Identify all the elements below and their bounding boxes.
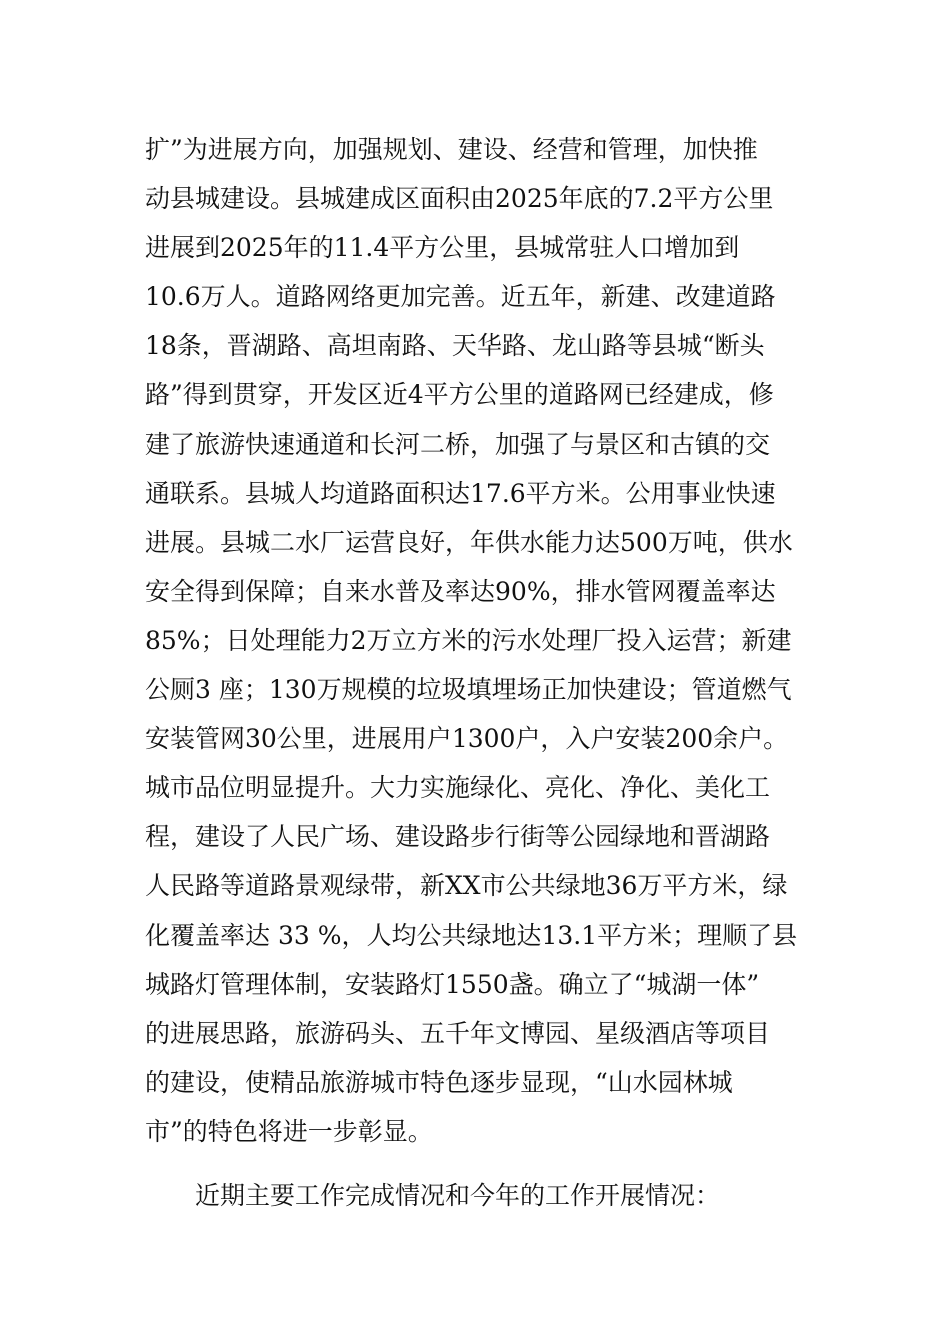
text-line: 人民路等道路景观绿带，新XX市公共绿地36万平方米，绿 [145, 871, 788, 901]
text-line: 市”的特色将进一步彰显。 [145, 1116, 433, 1146]
text-line: 公厕3 座；130万规模的垃圾填埋场正加快建设；管道燃气 [145, 675, 792, 705]
text-line: 扩”为进展方向，加强规划、建设、经营和管理，加快推 [145, 135, 758, 164]
text-line: 进展。县城二水厂运营良好，年供水能力达500万吨，供水 [145, 527, 793, 557]
text-line: 城路灯管理体制，安装路灯1550盏。确立了“城湖一体” [145, 969, 760, 999]
text-line: 城市品位明显提升。大力实施绿化、亮化、净化、美化工 [145, 773, 771, 803]
text-line: 程，建设了人民广场、建设路步行街等公园绿地和晋湖路 [145, 822, 771, 852]
text-line: 建了旅游快速通道和长河二桥，加强了与景区和古镇的交 [145, 429, 771, 459]
text-line: 安装管网30公里，进展用户1300户，入户安装200余户。 [145, 724, 789, 754]
text-line: 10.6万人。道路网络更加完善。近五年，新建、改建道路 [145, 282, 776, 312]
section-intro-line: 近期主要工作完成情况和今年的工作开展情况： [195, 1181, 721, 1210]
text-line: 的进展思路，旅游码头、五千年文博园、星级酒店等项目 [145, 1018, 771, 1048]
text-line: 通联系。县城人均道路面积达17.6平方米。公用事业快速 [145, 478, 776, 508]
text-line: 的建设，使精品旅游城市特色逐步显现，“山水园林城 [145, 1067, 733, 1097]
text-line: 85%；日处理能力2万立方米的污水处理厂投入运营；新建 [145, 625, 792, 655]
text-line: 安全得到保障；自来水普及率达90%，排水管网覆盖率达 [145, 576, 776, 606]
text-line: 动县城建设。县城建成区面积由2025年底的7.2平方公里 [145, 184, 774, 214]
text-line: 路”得到贯穿，开发区近4平方公里的道路网已经建成，修 [145, 380, 774, 410]
text-line: 化覆盖率达 33 %，人均公共绿地达13.1平方米；理顺了县 [145, 920, 798, 950]
text-line: 进展到2025年的11.4平方公里，县城常驻人口增加到 [145, 233, 740, 263]
text-line: 18条，晋湖路、高坦南路、天华路、龙山路等县城“断头 [145, 331, 765, 361]
body-paragraph [145, 125, 810, 1156]
